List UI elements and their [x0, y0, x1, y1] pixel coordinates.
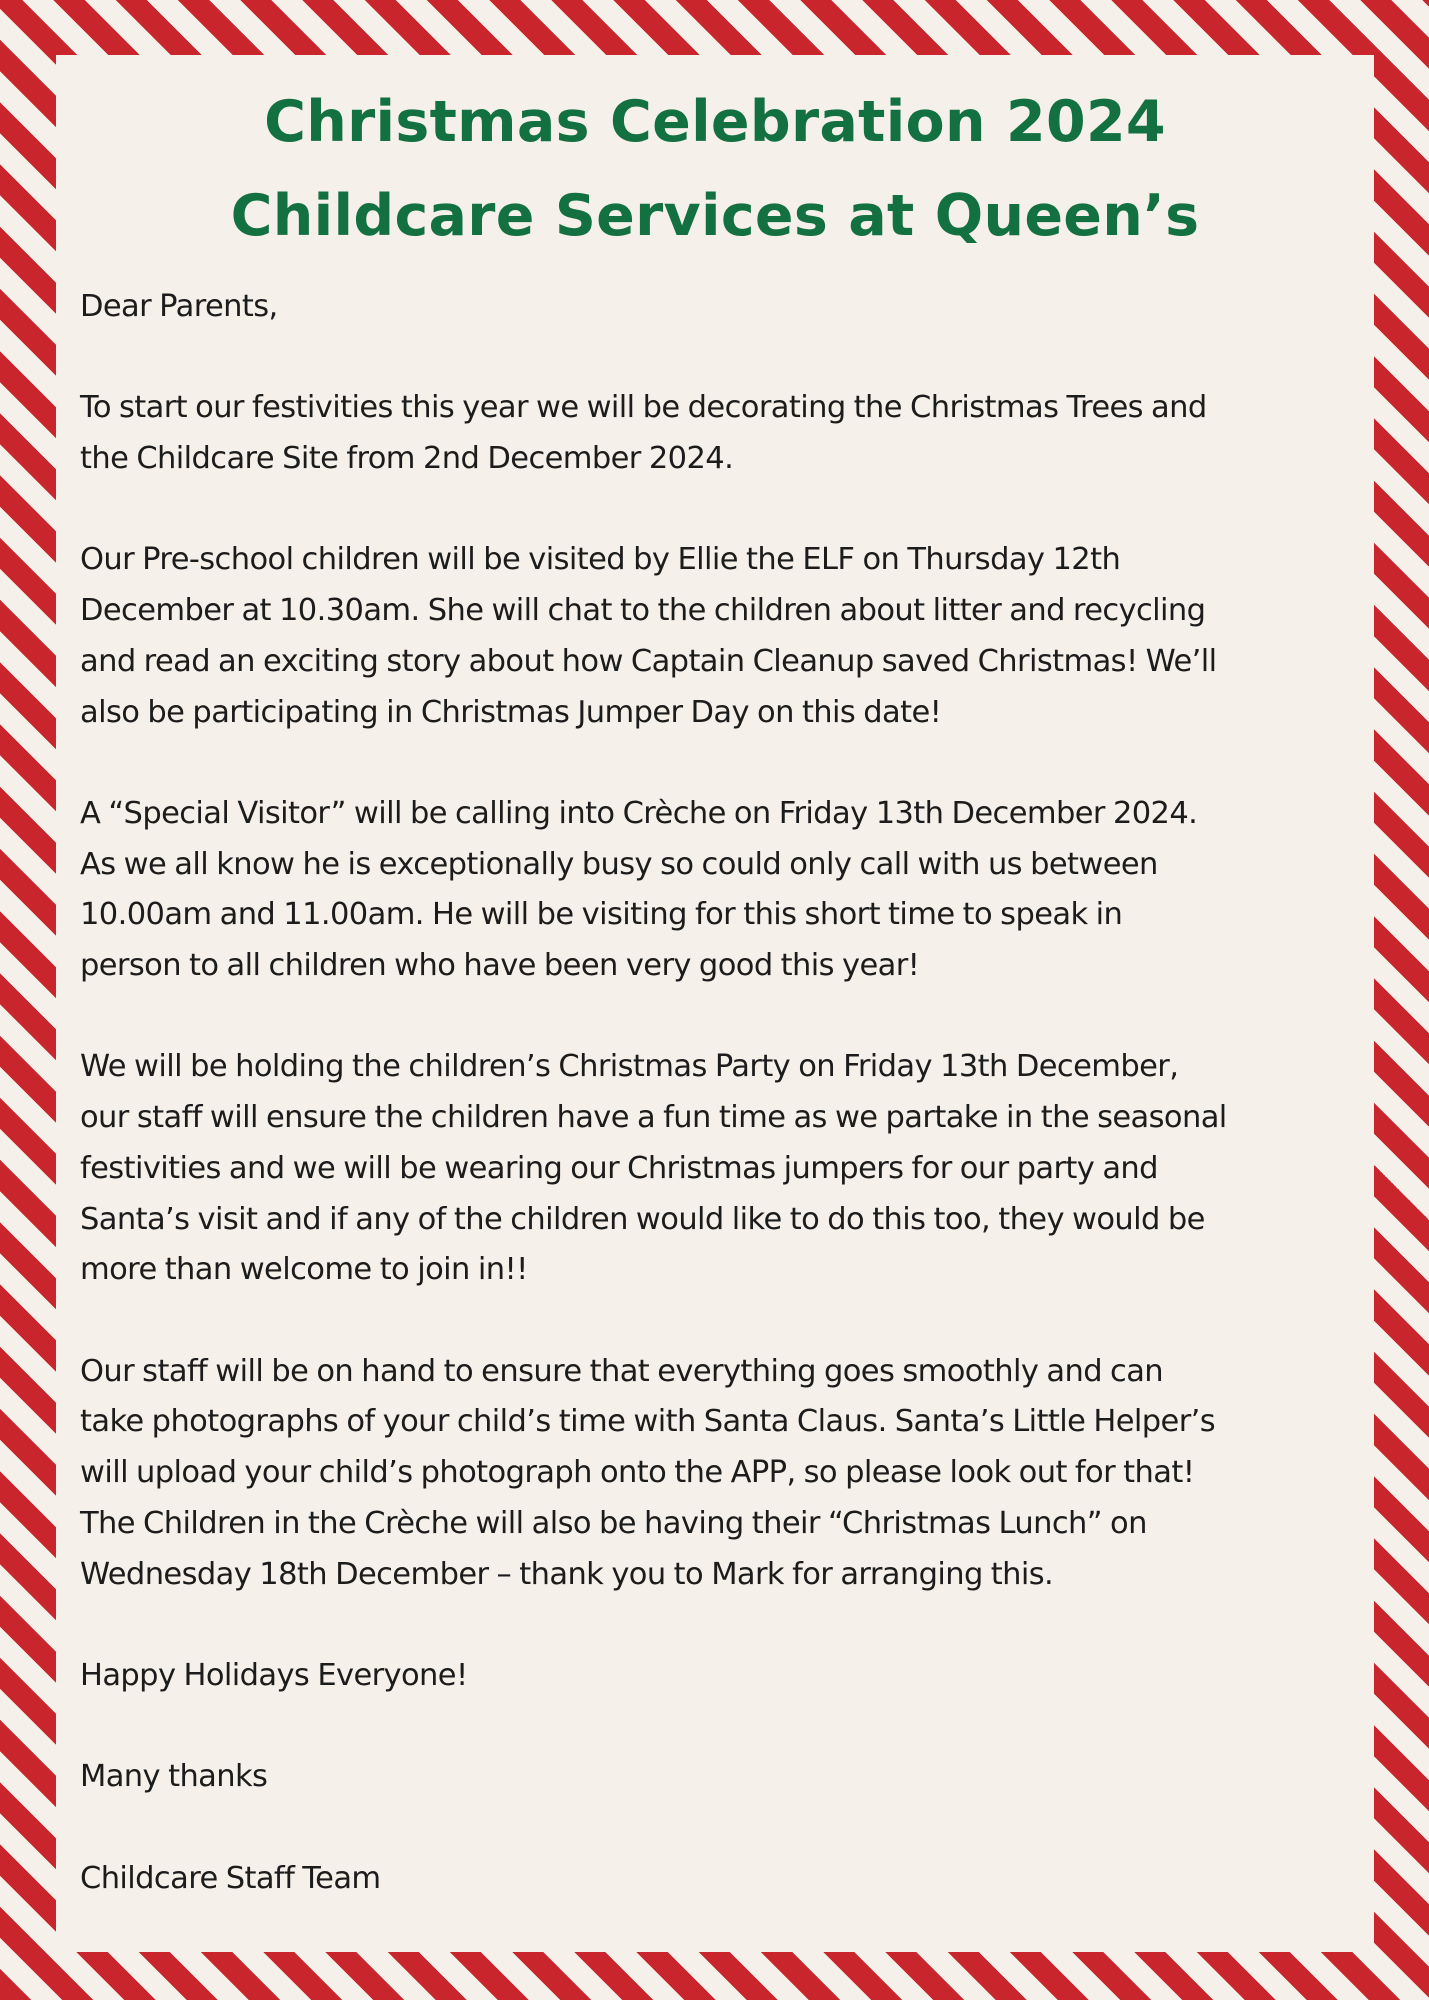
paragraph-special-visitor: A “Special Visitor” will be calling into Crèche on Friday 13th December 2024. As we all know he is exceptionally busy so could only call with us between 10.00am and 11.00am. He will be visiting for this short time to speak in person to all children who have been very good this year! — [80, 795, 1198, 984]
paragraph-photographs-lunch: Our staff will be on hand to ensure that everything goes smoothly and can take photographs of your child’s time with Santa Claus. Santa’s Little Helper’s will upload your child’s photograph onto the APP, so please look out for that! The Children in the Crèche will also be having their “Christmas Lunch” on Wednesday 18th December – thank you to Mark for arranging this. — [80, 1353, 1216, 1592]
paragraph-elf-visit: Our Pre-school children will be visited by Ellie the ELF on Thursday 12th December at 10.30am. She will chat to the children about litter and recycling and read an exciting story about how Captain Cleanup saved Christmas! We’ll also be participating in Christmas Jumper Day on this date! — [80, 542, 1217, 730]
closing-wish: Happy Holidays Everyone! — [80, 1657, 468, 1693]
paragraph-christmas-party: We will be holding the children’s Christmas Party on Friday 13th December, our staff will ensure the children have a fun time as we partake in the seasonal festivities and we will be wearing our Christmas jumpers for our party and Santa’s visit and if any of the children would like to do this too, they would be more than welcome to join in!! — [80, 1049, 1227, 1288]
page-title — [56, 75, 1374, 263]
letter-sheet — [56, 55, 1374, 1952]
greeting: Dear Parents, — [80, 289, 278, 324]
sign-off: Many thanks — [80, 1759, 268, 1795]
signature: Childcare Staff Team — [80, 1860, 381, 1896]
paragraph-decorating: To start our festivities this year we will be decorating the Christmas Trees and the Childcare Site from 2nd December 2024. — [80, 390, 1207, 477]
title-line-2: Childcare Services at Queen’s — [230, 183, 1200, 249]
letter-body — [80, 282, 1380, 1904]
title-line-1: Christmas Celebration 2024 — [264, 89, 1166, 155]
